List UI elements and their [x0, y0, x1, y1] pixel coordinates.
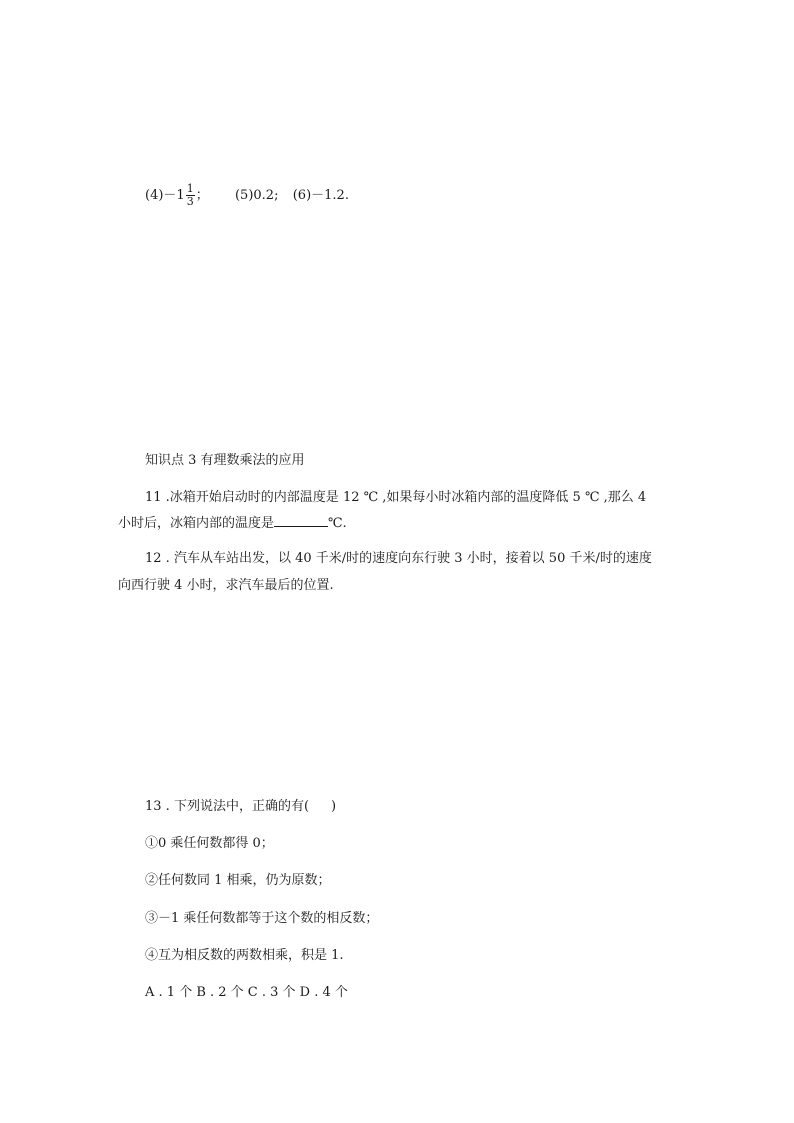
statement-1: ①0 乘任何数都得 0； [145, 836, 274, 851]
question-11-line-2 [118, 513, 347, 533]
question-11-unit: ℃. [328, 516, 347, 531]
answer-item-4-prefix: (4)－1 [145, 188, 185, 203]
question-12-line-2: 向西行驶 4 小时，求汽车最后的位置. [118, 578, 334, 593]
answer-item-4-fraction [186, 183, 195, 208]
question-13-stem-text: 13 . 下列说法中，正确的有( [145, 799, 310, 814]
answer-blank[interactable] [274, 513, 328, 527]
statement-4: ④互为相反数的两数相乘，积是 1. [145, 948, 344, 963]
answer-item-6: (6)－1.2. [292, 188, 349, 203]
fraction-numerator: 1 [186, 182, 194, 195]
section-heading: 知识点 3 有理数乘法的应用 [145, 453, 305, 468]
question-13-stem-close: ) [331, 799, 337, 814]
statement-3: ③－1 乘任何数都等于这个数的相反数； [145, 911, 379, 926]
statement-2: ②任何数同 1 相乘，仍为原数； [145, 873, 331, 888]
fraction-denominator: 3 [186, 195, 194, 208]
answer-item-5: (5)0.2; [234, 188, 279, 203]
answer-options: A . 1 个 B . 2 个 C . 3 个 D . 4 个 [145, 985, 348, 1000]
question-12-line-1: 12 . 汽车从车站出发，以 40 千米/时的速度向东行驶 3 小时，接着以 50 千米/时的速度 [145, 551, 652, 566]
question-11-text: 小时后，冰箱内部的温度是 [118, 516, 275, 531]
answers-line [145, 183, 349, 208]
question-11-line-1: 11 .冰箱开始启动时的内部温度是 12 ℃ ,如果每小时冰箱内部的温度降低 5 ℃ ,那么 4 [145, 490, 647, 505]
answer-item-4-suffix: ； [195, 188, 209, 203]
question-13-stem [145, 798, 336, 816]
